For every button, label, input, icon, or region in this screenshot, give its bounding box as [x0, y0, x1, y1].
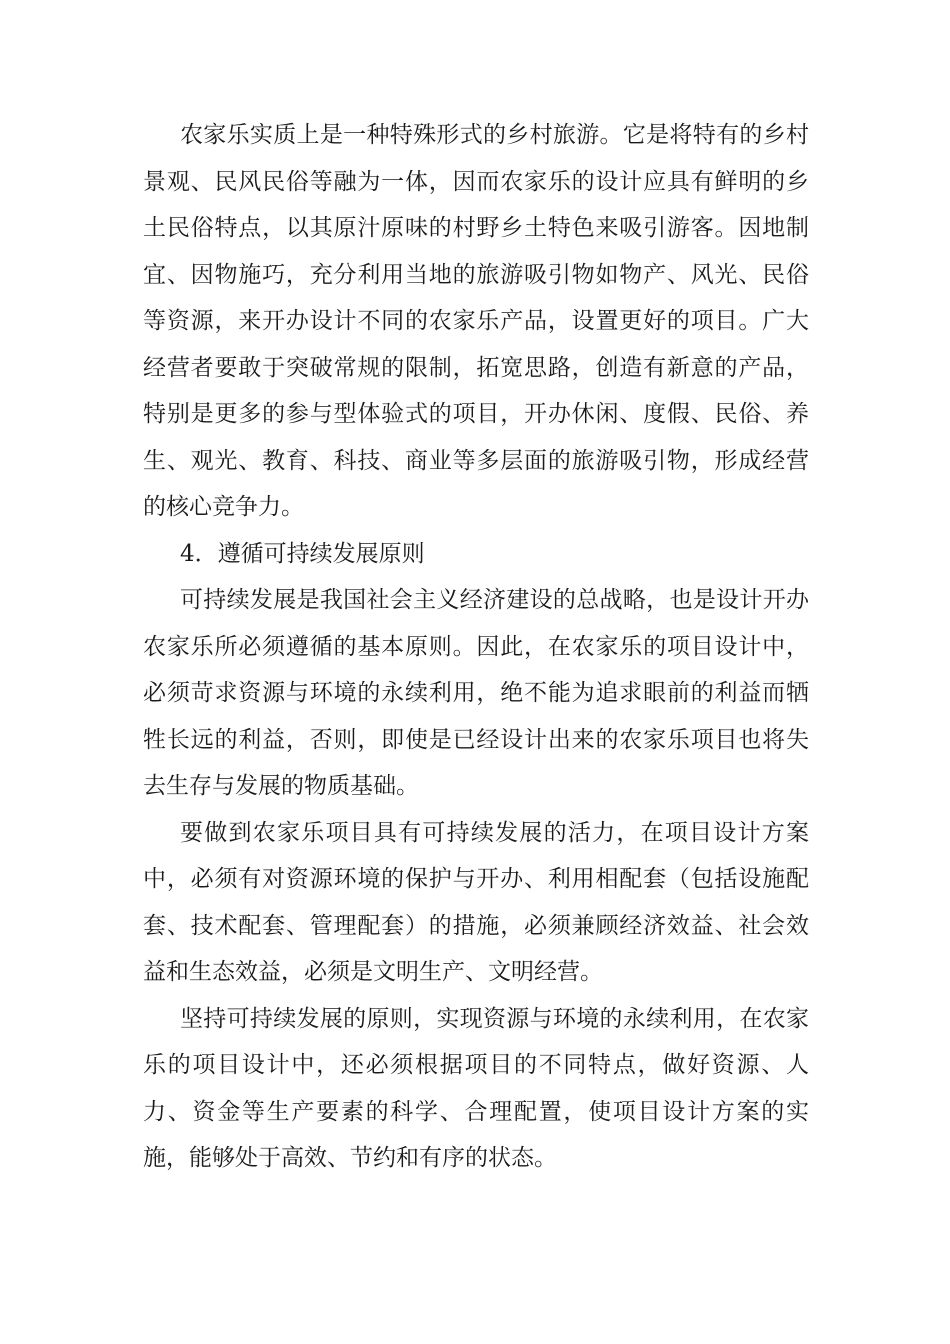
paragraph-rural-tourism: 农家乐实质上是一种特殊形式的乡村旅游。它是将特有的乡村景观、民风民俗等融为一体，因而农家乐的设计应具有鲜明的乡土民俗特点，以其原汁原味的村野乡土特色来吸引游客。因地制宜、因物施巧，充分利用当地的旅游吸引物如物产、风光、民俗等资源，来开办设计不同的农家乐产品，设置更好的项目。广大经营者要敢于突破常规的限制，拓宽思路，创造有新意的产品，特别是更多的参与型体验式的项目，开办休闲、度假、民俗、养生、观光、教育、科技、商业等多层面的旅游吸引物，形成经营的核心竞争力。 — [143, 122, 809, 520]
paragraph-resource-allocation: 坚持可持续发展的原则，实现资源与环境的永续利用，在农家乐的项目设计中，还必须根据项目的不同特点，做好资源、人力、资金等生产要素的科学、合理配置，使项目设计方案的实施，能够处于高效、节约和有序的状态。 — [143, 1005, 809, 1171]
section-heading-sustainable-development: 4．遵循可持续发展原则 — [180, 540, 425, 567]
paragraph-sustainable-strategy: 可持续发展是我国社会主义经济建设的总战略，也是设计开办农家乐所必须遵循的基本原则。因此，在农家乐的项目设计中，必须苛求资源与环境的永续利用，绝不能为追求眼前的利益而牺牲长远的利益，否则，即使是已经设计出来的农家乐项目也将失去生存与发展的物质基础。 — [143, 587, 809, 799]
paragraph-project-vitality: 要做到农家乐项目具有可持续发展的活力，在项目设计方案中，必须有对资源环境的保护与开办、利用相配套（包括设施配套、技术配套、管理配套）的措施，必须兼顾经济效益、社会效益和生态效益，必须是文明生产、文明经营。 — [143, 819, 809, 985]
document-body — [143, 112, 809, 1182]
